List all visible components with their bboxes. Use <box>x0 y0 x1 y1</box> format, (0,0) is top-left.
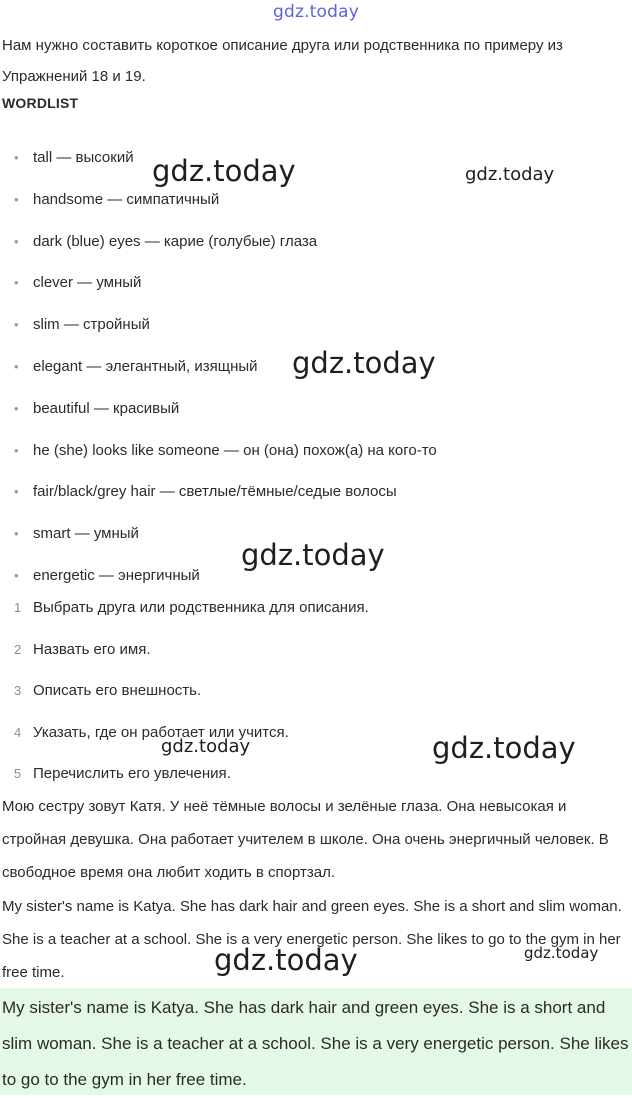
watermark: gdz.today <box>152 154 296 188</box>
bullet-icon: • <box>14 442 19 458</box>
bullet-icon: • <box>14 526 19 542</box>
bullet-icon: • <box>14 484 19 500</box>
watermark: gdz.today <box>241 538 385 572</box>
wordlist-item-text: energetic — энергичный <box>33 566 200 584</box>
task-intro: Нам нужно составить короткое описание друга или родственника по примеру из Упражнений 18 и 19. <box>2 37 563 85</box>
bullet-icon: • <box>14 317 19 333</box>
bullet-icon: • <box>14 567 19 583</box>
bullet-icon: • <box>14 233 19 249</box>
watermark: gdz.today <box>465 164 555 185</box>
list-item <box>0 231 632 273</box>
wordlist-item-text: fair/black/grey hair — светлые/тёмные/седые волосы <box>33 483 397 501</box>
wordlist-item-text: elegant — элегантный, изящный <box>33 357 258 375</box>
step-text: Указать, где он работает или учится. <box>33 723 289 741</box>
step-number: 5 <box>14 766 22 782</box>
bullet-icon: • <box>14 191 19 207</box>
step-text: Перечислить его увлечения. <box>33 765 231 783</box>
russian-answer-text: Мою сестру зовут Катя. У неё тёмные волосы и зелёные глаза. Она невысокая и стройная девушка. Она работает учителем в школе. Она очень энергичный человек. В свободное время она любит ходить в спортзал. <box>2 798 609 881</box>
bullet-icon: • <box>14 150 19 165</box>
watermark: gdz.today <box>524 944 599 962</box>
watermark: gdz.today <box>432 731 576 765</box>
english-answer-text: My sister's name is Katya. She has dark hair and green eyes. She is a short and slim woman. She is a teacher at a school. She is a very energetic person. She likes to go to the gym in her free time. <box>2 898 622 981</box>
wordlist-item-text: dark (blue) eyes — карие (голубые) глаза <box>33 232 318 250</box>
wordlist-item-text: handsome — симпатичный <box>33 190 220 208</box>
step-number: 4 <box>14 724 22 740</box>
answer-box <box>0 988 632 1095</box>
wordlist-title: WORDLIST <box>2 95 79 111</box>
wordlist-item-text: he (she) looks like someone — он (она) похож(а) на кого-то <box>33 441 437 459</box>
steps-list <box>0 597 632 805</box>
wordlist-item-text: beautiful — красивый <box>33 399 180 417</box>
step-number: 2 <box>14 641 22 657</box>
bullet-icon: • <box>14 358 19 374</box>
wordlist-item-text: slim — стройный <box>33 316 150 334</box>
step-number: 3 <box>14 683 22 699</box>
site-logo[interactable]: gdz.today <box>272 2 360 22</box>
step-number: 1 <box>14 600 22 615</box>
answer-text: My sister's name is Katya. She has dark hair and green eyes. She is a short and slim woman. She is a teacher at a school. She is a very energetic person. She likes to go to the gym in her free time. <box>2 998 629 1089</box>
step-item <box>0 680 632 722</box>
step-text: Назвать его имя. <box>33 640 151 658</box>
list-item <box>0 189 632 231</box>
step-text: Описать его внешность. <box>33 682 202 700</box>
watermark: gdz.today <box>214 943 358 977</box>
wordlist-item-text: clever — умный <box>33 274 142 292</box>
step-text: Выбрать друга или родственника для описания. <box>33 599 369 616</box>
watermark: gdz.today <box>161 736 251 757</box>
list-item <box>0 440 632 482</box>
bullet-icon: • <box>14 400 19 416</box>
list-item <box>0 272 632 314</box>
wordlist-item-text: smart — умный <box>33 525 139 543</box>
watermark: gdz.today <box>292 346 436 380</box>
step-item <box>0 639 632 681</box>
wordlist-item-text: tall — высокий <box>33 149 134 166</box>
step-item <box>0 597 632 639</box>
list-item <box>0 481 632 523</box>
list-item <box>0 398 632 440</box>
bullet-icon: • <box>14 275 19 291</box>
